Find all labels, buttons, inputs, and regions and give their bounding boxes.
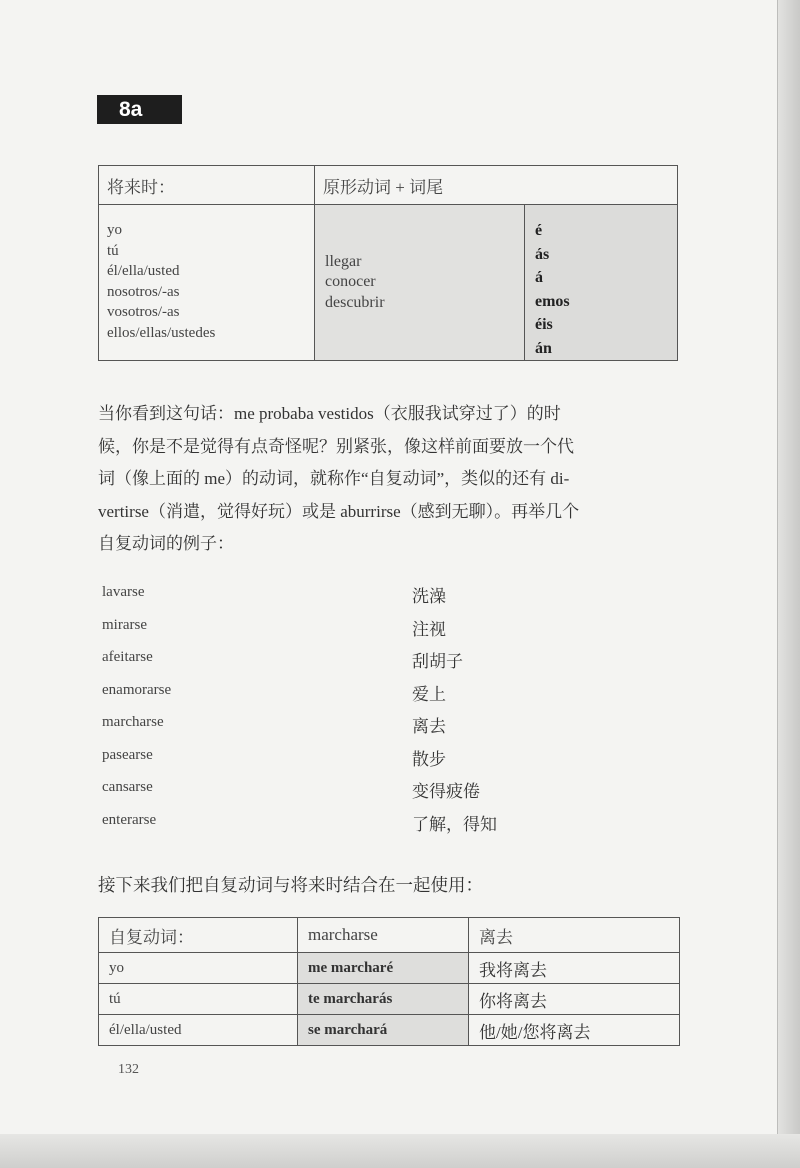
verbs-cell xyxy=(315,205,525,361)
vocab-spanish: enterarse xyxy=(102,811,157,828)
reflexive-future-table xyxy=(98,917,680,1046)
explanation-paragraph xyxy=(98,398,682,561)
conjugation-cell: se marchará xyxy=(298,1015,469,1046)
verb: conocer xyxy=(325,273,376,291)
paragraph-line: 词（像上面的 me）的动词，就称作“自复动词”，类似的还有 di- xyxy=(98,469,570,488)
vocab-chinese: 散步 xyxy=(412,749,446,769)
vocab-chinese: 了解，得知 xyxy=(412,814,497,834)
vocab-chinese: 洗澡 xyxy=(412,587,446,606)
ending: éis xyxy=(535,316,553,333)
vocab-item xyxy=(102,678,602,711)
ending: é xyxy=(535,222,543,239)
pronoun: vosotros/-as xyxy=(107,304,180,320)
conjugation-cell: me marcharé xyxy=(298,953,469,984)
vocab-chinese: 注视 xyxy=(412,619,446,639)
vocab-chinese: 刮胡子 xyxy=(412,652,463,671)
vocab-spanish: cansarse xyxy=(102,779,153,795)
vocab-item xyxy=(102,710,602,743)
pronoun: nosotros/-as xyxy=(107,283,180,300)
ending: ás xyxy=(535,245,550,263)
vocab-spanish: lavarse xyxy=(102,584,145,600)
endings-cell xyxy=(525,205,678,361)
pronoun: tú xyxy=(107,242,119,259)
vocab-chinese: 离去 xyxy=(412,717,446,736)
paragraph-line: 当你看到这句话：me probaba vestidos（衣服我试穿过了）的时 xyxy=(98,404,561,423)
pronoun-cell: yo xyxy=(99,953,298,984)
page-number: 132 xyxy=(118,1062,139,1077)
scan-bottom-margin xyxy=(0,1134,800,1168)
vocab-spanish: pasearse xyxy=(102,746,153,763)
table-header-row xyxy=(99,918,680,953)
table-row xyxy=(99,205,678,361)
paragraph-line: 自复动词的例子： xyxy=(98,534,234,553)
table-row xyxy=(99,984,680,1015)
vocab-spanish: afeitarse xyxy=(102,649,153,665)
vocab-chinese: 变得疲倦 xyxy=(412,782,480,801)
vocab-item xyxy=(102,645,602,678)
header-cell: 将来时： xyxy=(99,166,315,205)
pronoun: él/ella/usted xyxy=(107,263,180,279)
pronoun-cell: él/ella/usted xyxy=(99,1015,298,1046)
header-cell: 离去 xyxy=(469,918,680,953)
translation-cell: 你将离去 xyxy=(469,984,680,1015)
vocab-list xyxy=(102,580,602,840)
vocab-item xyxy=(102,613,602,646)
translation-cell: 我将离去 xyxy=(469,953,680,984)
vocab-item xyxy=(102,775,602,808)
vocab-spanish: enamorarse xyxy=(102,681,172,698)
section-badge: 8a xyxy=(97,95,182,124)
paragraph-line: vertirse（消遣，觉得好玩）或是 aburrirse（感到无聊）。再举几个 xyxy=(98,501,580,521)
vocab-item xyxy=(102,743,602,776)
pronoun: yo xyxy=(107,222,122,238)
translation-cell: 他/她/您将离去 xyxy=(469,1015,680,1046)
header-cell: marcharse xyxy=(298,918,469,953)
combine-sentence: 接下来我们把自复动词与将来时结合在一起使用： xyxy=(98,875,483,895)
ending: án xyxy=(535,339,552,357)
page-edge xyxy=(777,0,800,1168)
pronoun: ellos/ellas/ustedes xyxy=(107,324,216,341)
conjugation-cell: te marcharás xyxy=(298,984,469,1015)
vocab-spanish: marcharse xyxy=(102,714,164,730)
pronoun-cell: tú xyxy=(99,984,298,1015)
ending: emos xyxy=(535,292,570,310)
header-cell: 自复动词： xyxy=(99,918,298,953)
table-header-row xyxy=(99,166,678,205)
vocab-item xyxy=(102,580,602,613)
verb: descubrir xyxy=(325,293,385,311)
vocab-spanish: mirarse xyxy=(102,616,147,633)
header-cell: 原形动词 + 词尾 xyxy=(315,166,678,205)
verb: llegar xyxy=(325,252,362,270)
ending: á xyxy=(535,269,543,286)
pronouns-cell xyxy=(99,205,315,361)
vocab-item xyxy=(102,808,602,841)
paragraph-line: 候，你是不是觉得有点奇怪呢？别紧张，像这样前面要放一个代 xyxy=(98,436,574,456)
table-row xyxy=(99,1015,680,1046)
vocab-chinese: 爱上 xyxy=(412,684,446,704)
future-tense-table xyxy=(98,165,678,361)
table-row xyxy=(99,953,680,984)
